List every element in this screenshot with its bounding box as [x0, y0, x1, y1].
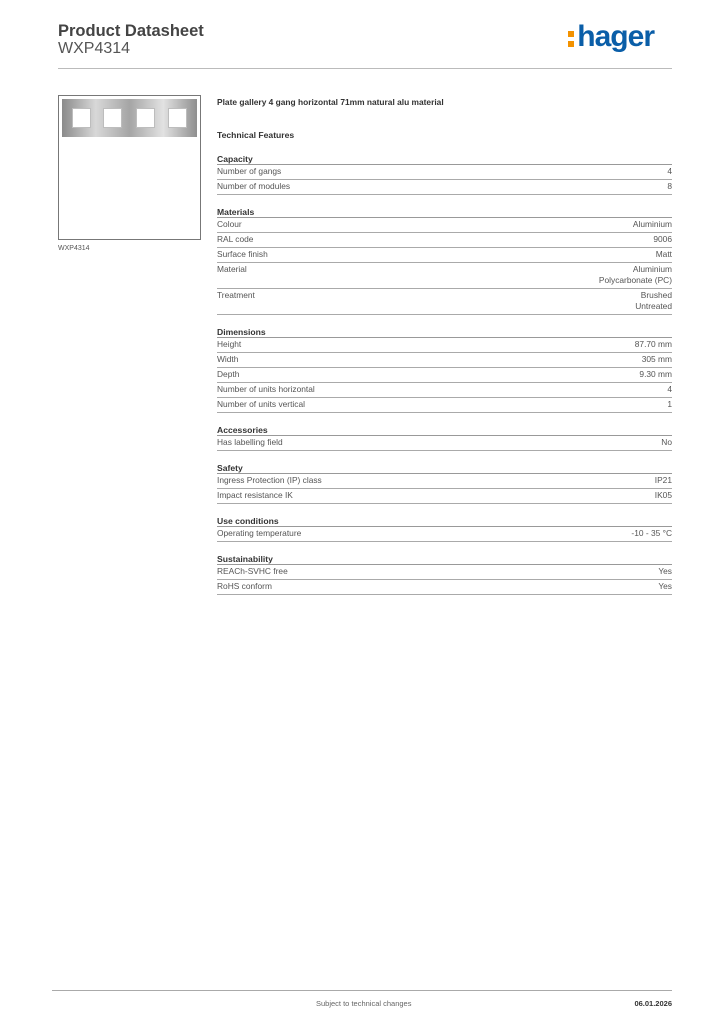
- spec-label: Depth: [217, 369, 240, 379]
- spec-label: REACh-SVHC free: [217, 566, 288, 576]
- section-materials: [217, 206, 672, 315]
- spec-row: [217, 180, 672, 195]
- section-title: Use conditions: [217, 515, 672, 527]
- spec-row: [217, 368, 672, 383]
- section-title: Accessories: [217, 424, 672, 436]
- section-sustainability: [217, 553, 672, 595]
- technical-content: [217, 95, 672, 595]
- section-title: Dimensions: [217, 326, 672, 338]
- spec-value: 87.70 mm: [634, 339, 672, 349]
- technical-features-title: Technical Features: [217, 130, 295, 140]
- spec-value-line: Aluminium: [632, 264, 672, 274]
- spec-label: RoHS conform: [217, 581, 272, 591]
- spec-value: -10 - 35 °C: [631, 528, 672, 538]
- spec-row: [217, 248, 672, 263]
- plate-opening: [168, 108, 187, 128]
- section-safety: [217, 462, 672, 504]
- spec-label: Has labelling field: [217, 437, 283, 447]
- spec-value: No: [661, 437, 672, 447]
- spec-row: [217, 233, 672, 248]
- section-title: Sustainability: [217, 553, 672, 565]
- spec-value: Yes: [658, 566, 672, 576]
- spec-value: IK05: [654, 490, 672, 500]
- spec-row: [217, 383, 672, 398]
- header-divider: [58, 68, 672, 69]
- spec-value: IP21: [654, 475, 672, 485]
- spec-value: [635, 290, 672, 312]
- spec-row: [217, 565, 672, 580]
- product-image-caption: WXP4314: [58, 245, 90, 252]
- spec-value: Yes: [658, 581, 672, 591]
- footer-date: 06.01.2026: [634, 999, 672, 1008]
- spec-value: Aluminium: [632, 219, 672, 229]
- spec-label: Number of modules: [217, 181, 291, 191]
- product-code: WXP4314: [58, 40, 131, 57]
- spec-row: [217, 353, 672, 368]
- document-title: Product Datasheet: [58, 22, 204, 40]
- spec-value: 305 mm: [641, 354, 672, 364]
- spec-row: [217, 338, 672, 353]
- spec-value: 4: [667, 384, 672, 394]
- page-header: [58, 20, 672, 70]
- section-dimensions: [217, 326, 672, 413]
- spec-value-line: Brushed: [640, 290, 672, 300]
- section-title: Safety: [217, 462, 672, 474]
- spec-row: [217, 436, 672, 451]
- logo-dots-icon: [568, 26, 575, 48]
- spec-label: Material: [217, 264, 247, 274]
- spec-row: [217, 580, 672, 595]
- spec-row: [217, 263, 672, 289]
- section-title: Materials: [217, 206, 672, 218]
- section-use-conditions: [217, 515, 672, 542]
- spec-label: Number of units vertical: [217, 399, 305, 409]
- spec-label: Number of units horizontal: [217, 384, 315, 394]
- logo-text: hager: [577, 20, 654, 53]
- spec-value: 1: [667, 399, 672, 409]
- spec-label: RAL code: [217, 234, 254, 244]
- spec-label: Surface finish: [217, 249, 268, 259]
- spec-label: Width: [217, 354, 239, 364]
- spec-value: 9006: [653, 234, 672, 244]
- spec-label: Height: [217, 339, 242, 349]
- spec-value: 8: [667, 181, 672, 191]
- product-image: [58, 95, 201, 240]
- spec-value: [599, 264, 672, 286]
- spec-row: [217, 474, 672, 489]
- spec-row: [217, 218, 672, 233]
- spec-label: Ingress Protection (IP) class: [217, 475, 322, 485]
- spec-value: Matt: [655, 249, 672, 259]
- spec-label: Colour: [217, 219, 242, 229]
- spec-value-line: Untreated: [635, 301, 672, 311]
- product-description: Plate gallery 4 gang horizontal 71mm natural alu material: [217, 97, 444, 107]
- spec-row: [217, 289, 672, 315]
- spec-label: Number of gangs: [217, 166, 282, 176]
- plate-opening: [72, 108, 91, 128]
- spec-value-line: Polycarbonate (PC): [598, 275, 672, 285]
- spec-value: 9.30 mm: [639, 369, 672, 379]
- footer-divider: [52, 990, 672, 991]
- spec-label: Impact resistance IK: [217, 490, 293, 500]
- section-accessories: [217, 424, 672, 451]
- spec-row: [217, 527, 672, 542]
- plate-opening: [136, 108, 155, 128]
- hager-logo: [568, 20, 654, 54]
- section-capacity: [217, 153, 672, 195]
- spec-row: [217, 165, 672, 180]
- spec-row: [217, 489, 672, 504]
- footer-note: Subject to technical changes: [316, 999, 412, 1008]
- spec-value: 4: [667, 166, 672, 176]
- plate-opening: [103, 108, 122, 128]
- spec-label: Treatment: [217, 290, 255, 300]
- section-title: Capacity: [217, 153, 672, 165]
- spec-row: [217, 398, 672, 413]
- spec-label: Operating temperature: [217, 528, 302, 538]
- plate-image: [62, 99, 197, 137]
